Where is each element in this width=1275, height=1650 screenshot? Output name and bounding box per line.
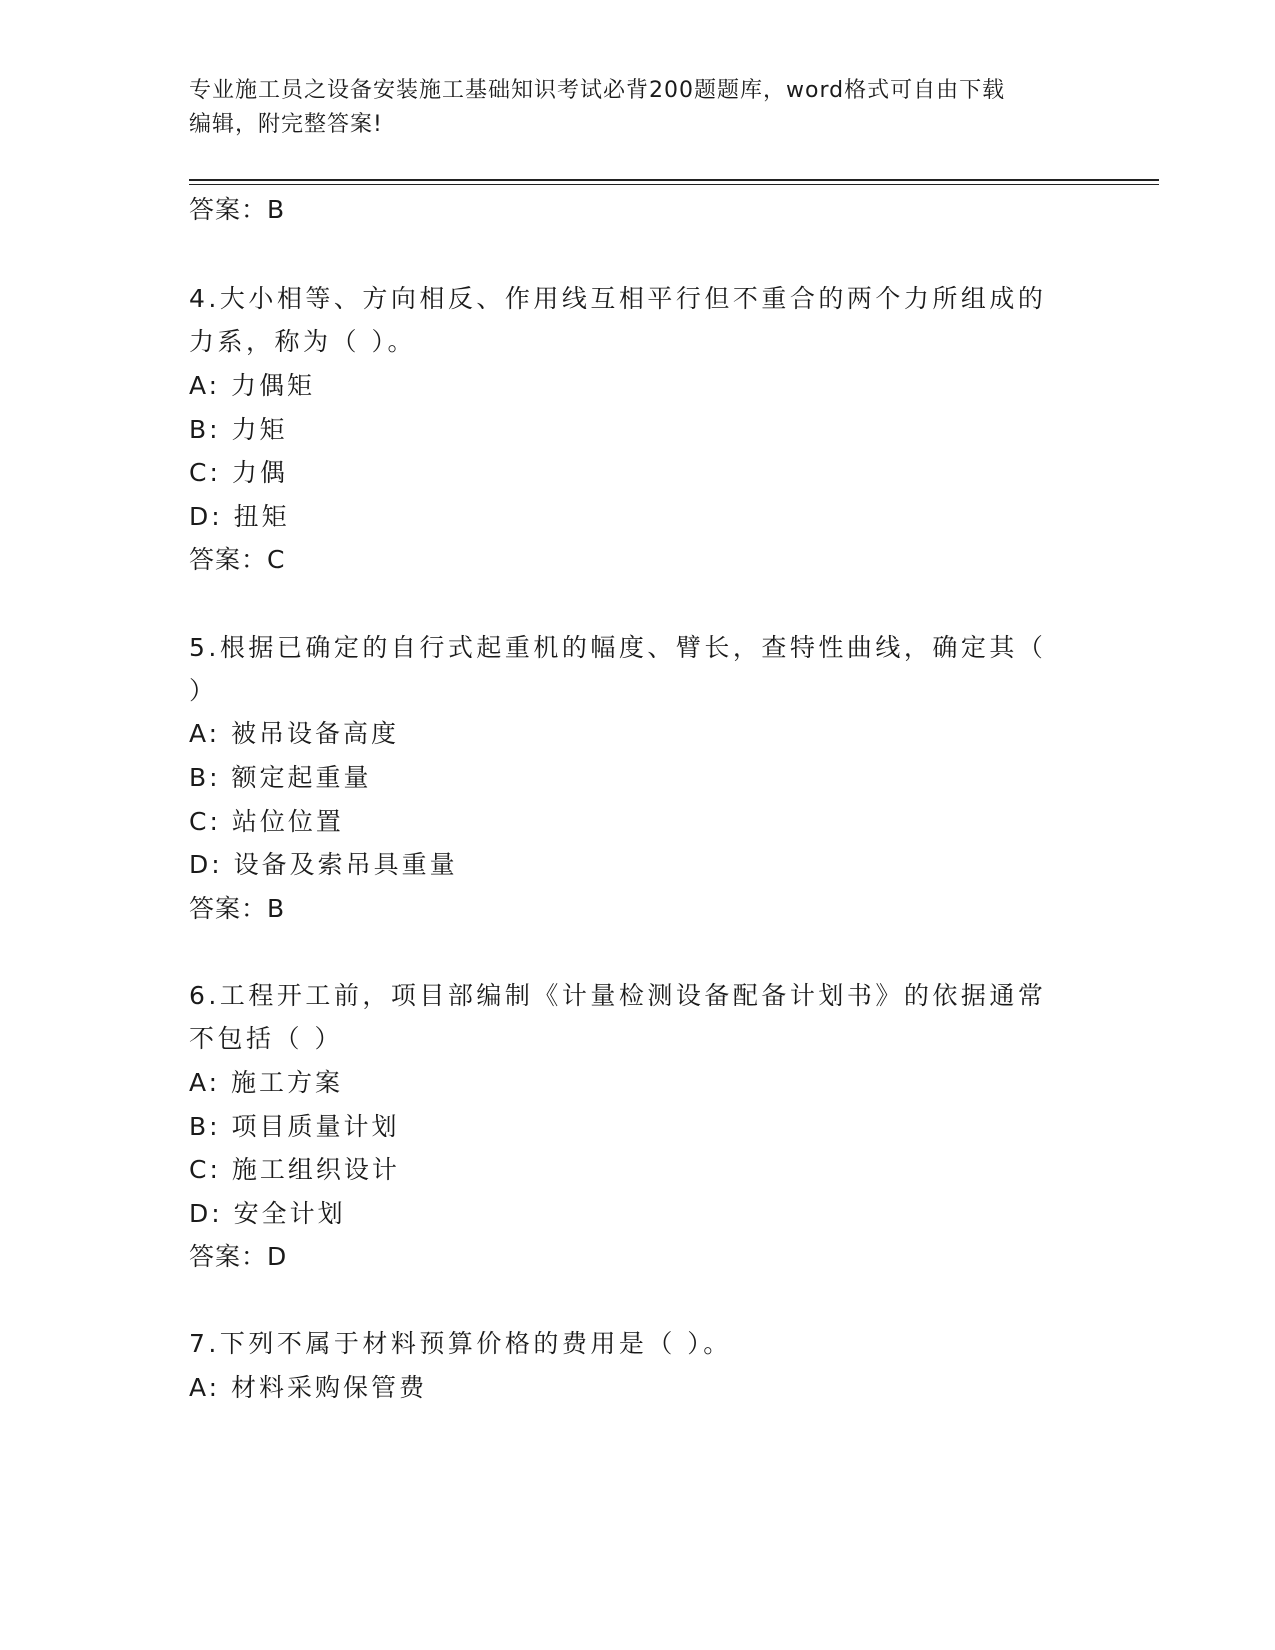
question-6-text-line-2: 不包括（ ）: [189, 1024, 343, 1053]
question-7-text-line-1: 7.下列不属于材料预算价格的费用是（ ）。: [189, 1329, 732, 1358]
header-title-line-2: 编辑，附完整答案!: [189, 112, 383, 137]
question-4-option-d: D: 扭矩: [189, 502, 290, 531]
question-6-option-c: C: 施工组织设计: [189, 1155, 400, 1184]
question-5-option-a: A: 被吊设备高度: [189, 719, 400, 748]
question-4-option-c: C: 力偶: [189, 458, 288, 487]
question-6-text-line-1: 6.工程开工前，项目部编制《计量检测设备配备计划书》的依据通常: [189, 981, 1047, 1010]
header-title-line-1: 专业施工员之设备安装施工基础知识考试必背200题题库，word格式可自由下载: [189, 78, 1006, 103]
question-4-text-line-1: 4.大小相等、方向相反、作用线互相平行但不重合的两个力所组成的: [189, 284, 1047, 313]
question-4-option-b: B: 力矩: [189, 415, 288, 444]
question-6-option-d: D: 安全计划: [189, 1199, 346, 1228]
question-5-text-line-1: 5.根据已确定的自行式起重机的幅度、臂长，查特性曲线，确定其（: [189, 633, 1047, 662]
question-4-option-a: A: 力偶矩: [189, 371, 316, 400]
question-4-text-line-2: 力系，称为（ ）。: [189, 327, 416, 356]
previous-answer: 答案：B: [189, 195, 286, 224]
header-divider-thick: [189, 179, 1159, 181]
question-5-option-b: B: 额定起重量: [189, 763, 372, 792]
question-6-answer: 答案：D: [189, 1242, 288, 1271]
question-5-option-c: C: 站位位置: [189, 807, 344, 836]
question-5-text-line-2: ）: [189, 676, 218, 705]
question-7-option-a: A: 材料采购保管费: [189, 1373, 428, 1402]
question-6-option-b: B: 项目质量计划: [189, 1112, 400, 1141]
question-5-answer: 答案：B: [189, 894, 286, 923]
question-5-option-d: D: 设备及索吊具重量: [189, 850, 458, 879]
header-divider-thin: [189, 184, 1159, 185]
question-4-answer: 答案：C: [189, 545, 286, 574]
question-6-option-a: A: 施工方案: [189, 1068, 344, 1097]
page-header: [189, 74, 1089, 142]
